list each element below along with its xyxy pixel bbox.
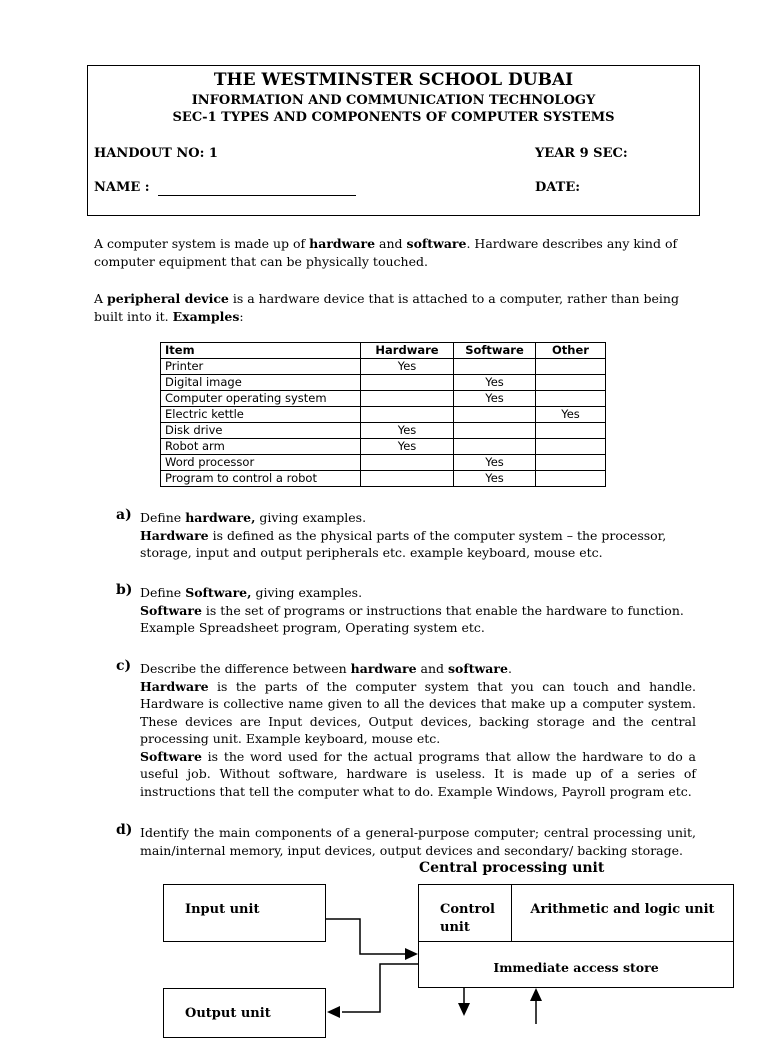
cell-item: Disk drive bbox=[161, 423, 361, 439]
control-unit-label: Control unit bbox=[440, 902, 495, 935]
intro-text: and bbox=[375, 236, 407, 251]
answer-term: Hardware bbox=[140, 678, 209, 694]
cell-other: Yes bbox=[536, 407, 606, 423]
alu-label: Arithmetic and logic unit bbox=[530, 902, 715, 917]
term-peripheral: peripheral device bbox=[107, 291, 229, 306]
question-b-label: b) bbox=[116, 582, 133, 598]
question-d-text: Identify the main components of a general-purpose computer; central processing unit, main/internal memory, input devices, output devices and secondary/ backing storage. bbox=[140, 825, 696, 858]
header-item: Item bbox=[161, 343, 361, 359]
answer-text: is defined as the physical parts of the computer system – the processor, storage, input and output peripherals etc. example keyboard, mouse etc. bbox=[140, 527, 667, 560]
cell-hardware: Yes bbox=[361, 359, 454, 375]
prompt-text: and bbox=[416, 661, 449, 676]
year-section: YEAR 9 SEC: bbox=[535, 146, 628, 161]
prompt-term: hardware bbox=[350, 661, 417, 676]
handout-number: HANDOUT NO: 1 bbox=[94, 146, 218, 161]
ias-label: Immediate access store bbox=[493, 960, 659, 975]
cell-software: Yes bbox=[454, 391, 536, 407]
arrowhead-down bbox=[458, 1003, 470, 1016]
cell-software: Yes bbox=[454, 455, 536, 471]
prompt-term: hardware, bbox=[185, 510, 256, 525]
answer-term: Hardware bbox=[140, 527, 209, 543]
prompt-term: software bbox=[448, 661, 508, 676]
intro-text: : bbox=[239, 309, 244, 324]
cell-item: Word processor bbox=[161, 455, 361, 471]
header-other: Other bbox=[536, 343, 606, 359]
topic-title: SEC-1 TYPES AND COMPONENTS OF COMPUTER SYSTEMS bbox=[172, 110, 615, 125]
answer-text: is the set of programs or instructions that enable the hardware to function. Example Spreadsheet program, Operating system etc. bbox=[140, 602, 684, 635]
prompt-text: . bbox=[507, 661, 512, 676]
date-label: DATE: bbox=[535, 180, 581, 195]
answer-text: is the parts of the computer system that you can touch and handle. Hardware is collective name given to all the devices that make up a computer system. These devices are Input devices, Output devices, backing storage and the central processing unit. Example keyboard, mouse etc. bbox=[140, 678, 696, 746]
output-unit-label: Output unit bbox=[185, 1006, 271, 1021]
input-to-ias-connector bbox=[326, 919, 408, 954]
arrowhead-left bbox=[327, 1006, 340, 1018]
cpu-title: Central processing unit bbox=[419, 860, 605, 876]
prompt-term: Software, bbox=[185, 585, 252, 600]
prompt-text: giving examples. bbox=[251, 585, 363, 600]
answer-term: Software bbox=[140, 748, 202, 764]
cell-software: Yes bbox=[454, 375, 536, 391]
ias-to-output-connector bbox=[342, 964, 418, 1012]
name-label: NAME : bbox=[94, 180, 150, 195]
school-name: THE WESTMINSTER SCHOOL DUBAI bbox=[213, 70, 574, 90]
cell-hardware: Yes bbox=[361, 439, 454, 455]
term-examples: Examples bbox=[172, 309, 240, 324]
term-hardware: hardware bbox=[309, 236, 376, 251]
input-unit-label: Input unit bbox=[185, 902, 260, 917]
prompt-text: Define bbox=[140, 585, 186, 600]
question-a-label: a) bbox=[116, 507, 132, 523]
prompt-text: Describe the difference between bbox=[140, 661, 351, 676]
prompt-text: giving examples. bbox=[255, 510, 367, 525]
cell-item: Electric kettle bbox=[161, 407, 361, 423]
subject-title: INFORMATION AND COMMUNICATION TECHNOLOGY bbox=[191, 93, 596, 108]
cell-hardware: Yes bbox=[361, 423, 454, 439]
intro-text: is a hardware device that is attached to a computer, rather than being built into it. bbox=[94, 291, 679, 324]
intro-text: . Hardware describes any kind of computer equipment that can be physically touched. bbox=[94, 236, 678, 269]
intro-text: A bbox=[94, 291, 108, 306]
answer-text: is the word used for the actual programs that allow the hardware to do a useful job. Without software, hardware is useless. It is made up of a series of instructions that tell the computer what to do. Example Windows, Payroll program etc. bbox=[140, 748, 696, 799]
arrowhead-right bbox=[405, 948, 418, 960]
cell-item: Program to control a robot bbox=[161, 471, 361, 487]
cell-item: Digital image bbox=[161, 375, 361, 391]
cell-item: Printer bbox=[161, 359, 361, 375]
cell-item: Robot arm bbox=[161, 439, 361, 455]
prompt-text: Define bbox=[140, 510, 186, 525]
header-software: Software bbox=[454, 343, 536, 359]
question-c-label: c) bbox=[116, 658, 132, 674]
question-d-label: d) bbox=[116, 822, 133, 838]
answer-term: Software bbox=[140, 602, 202, 618]
cell-item: Computer operating system bbox=[161, 391, 361, 407]
term-software: software bbox=[406, 236, 467, 251]
cell-software: Yes bbox=[454, 471, 536, 487]
intro-text: A computer system is made up of bbox=[94, 236, 310, 251]
header-hardware: Hardware bbox=[361, 343, 454, 359]
arrowhead-up bbox=[530, 988, 542, 1001]
